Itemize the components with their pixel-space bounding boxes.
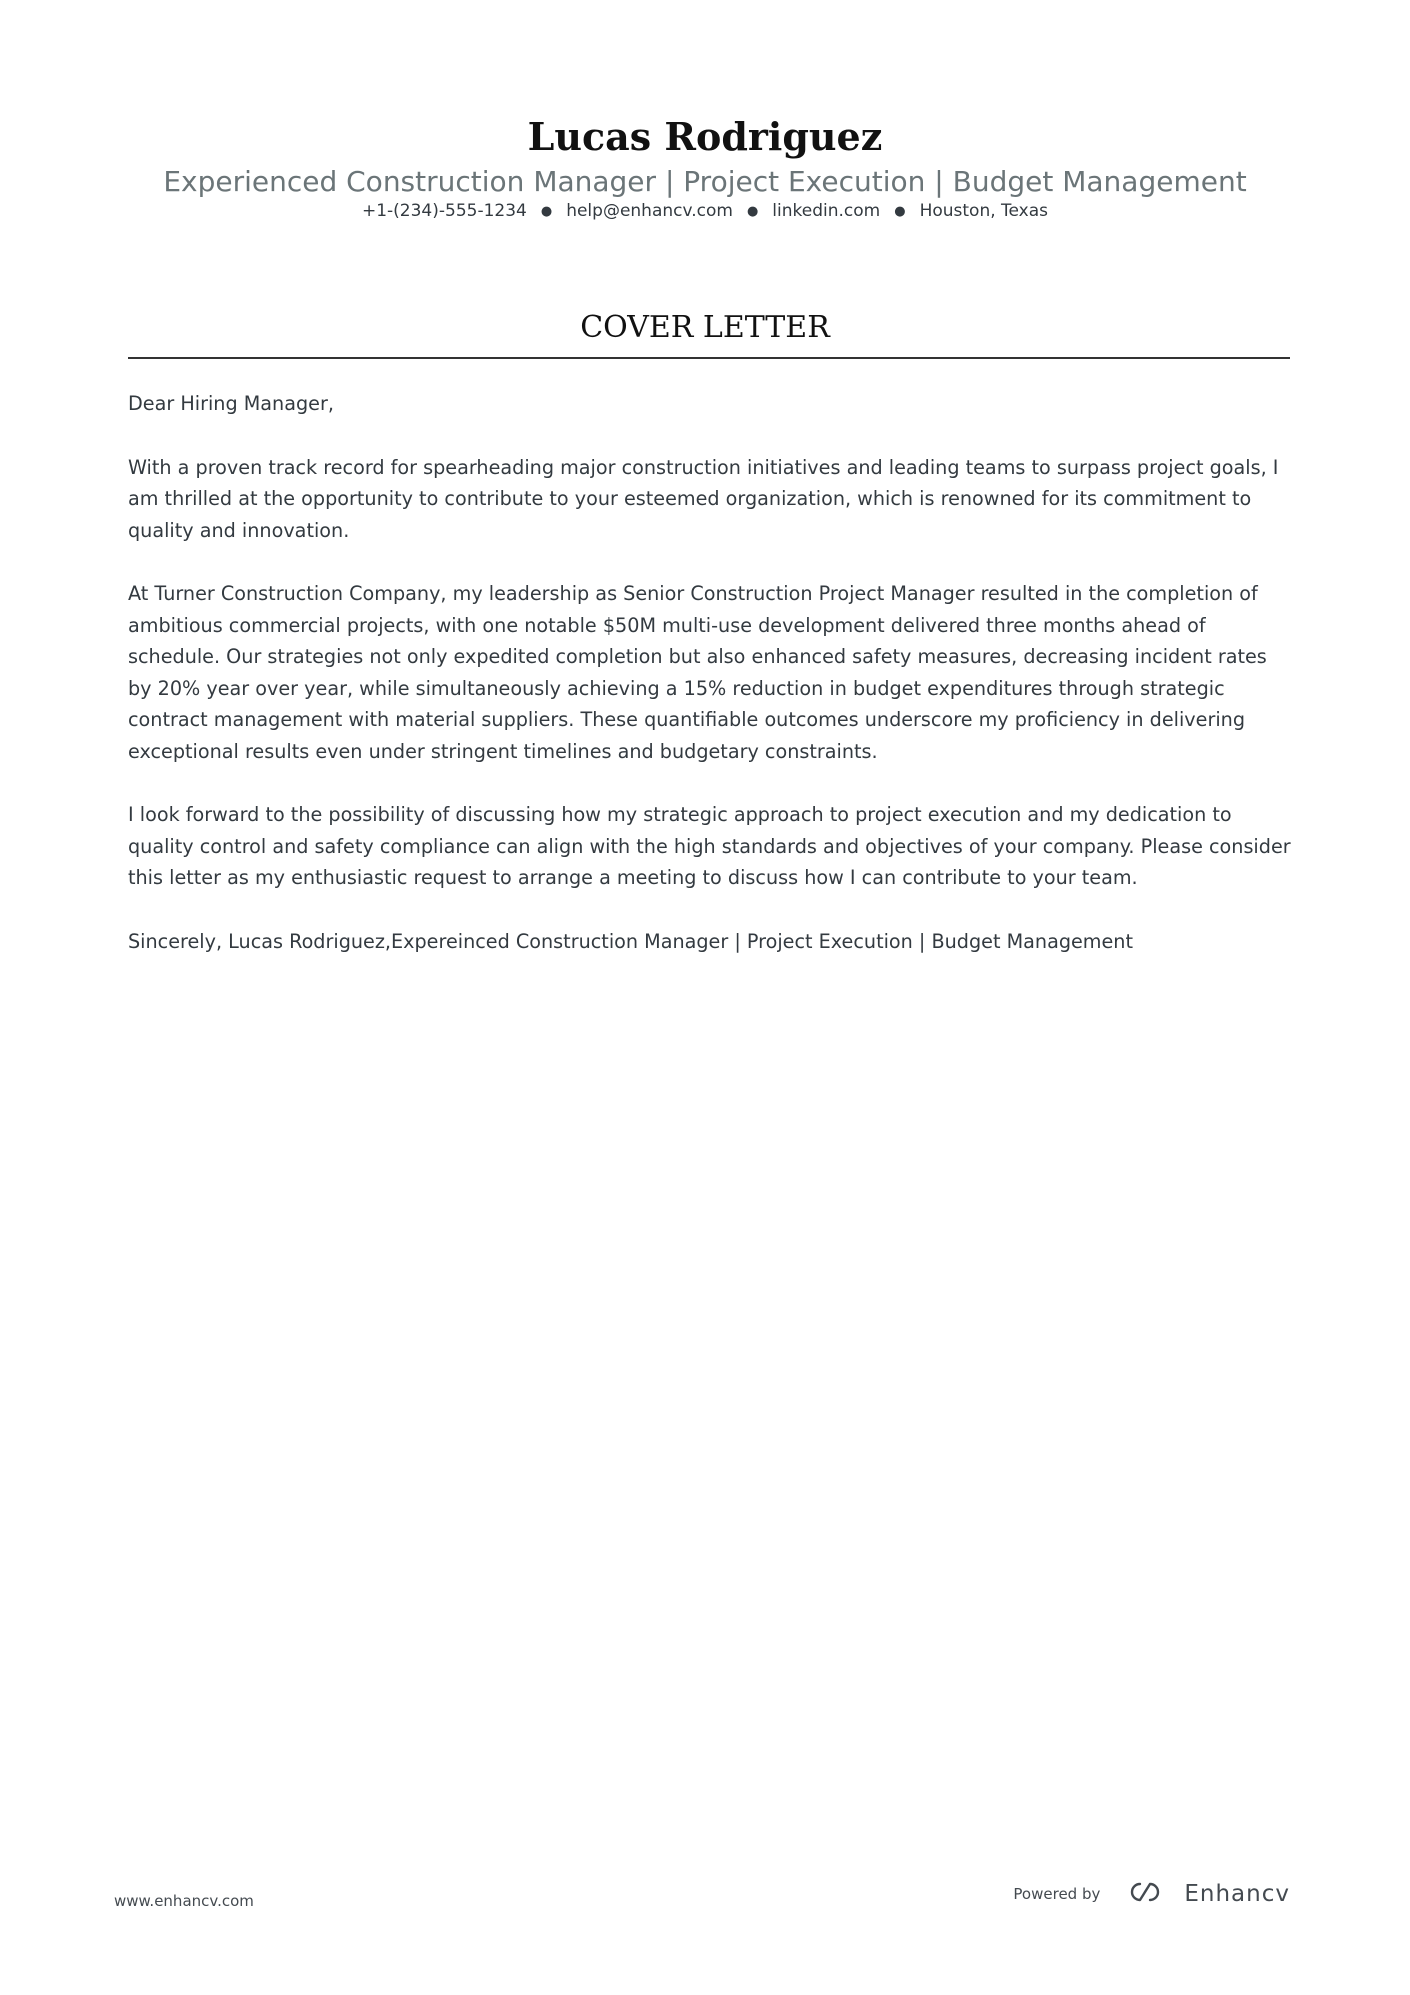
footer-website[interactable]: www.enhancv.com: [114, 1892, 254, 1910]
contact-info: [0, 198, 1410, 225]
letter-closing: Sincerely, Lucas Rodriguez,Expereinced Construction Manager | Project Execution | Budget Management: [128, 929, 1133, 953]
section-divider: [128, 357, 1290, 359]
contact-location: Houston, Texas: [919, 201, 1049, 221]
separator-dot: ●: [894, 204, 906, 219]
section-title: COVER LETTER: [580, 310, 830, 345]
letter-paragraph: With a proven track record for spearheading major construction initiatives and leading teams to surpass project goals, I am thrilled at the opportunity to contribute to your esteemed organization, which is renowned for its commitment to quality and innovation.: [128, 455, 1279, 542]
candidate-name: Lucas Rodriguez: [527, 114, 883, 159]
separator-dot: ●: [540, 204, 553, 219]
letter-salutation: Dear Hiring Manager,: [128, 392, 334, 415]
footer-branding: [1013, 1880, 1290, 1908]
candidate-headline: Experienced Construction Manager | Project Execution | Budget Management: [163, 165, 1247, 198]
powered-by-label: Powered by: [1013, 1885, 1101, 1903]
letter-paragraph: I look forward to the possibility of discussing how my strategic approach to project execution and my dedication to quality control and safety compliance can align with the high standards and objectives of your company. Please consider this letter as my enthusiastic request to arrange a meeting to discuss how I can contribute to your team.: [128, 803, 1291, 889]
letter-body: [128, 388, 1292, 989]
separator-dot: ●: [746, 204, 759, 219]
enhancv-logo-icon: [1126, 1880, 1172, 1908]
letter-paragraph: At Turner Construction Company, my leadership as Senior Construction Project Manager resulted in the completion of ambitious commercial projects, with one notable $50M multi-use development delivered three months ahead of schedule. Our strategies not only expedited completion but also enhanced safety measures, decreasing incident rates by 20% year over year, while simultaneously achieving a 15% reduction in budget expenditures through strategic contract management with material suppliers. These quantifiable outcomes underscore my proficiency in delivering exceptional results even under stringent timelines and budgetary constraints.: [128, 582, 1267, 763]
contact-email[interactable]: help@enhancv.com: [566, 201, 733, 221]
contact-phone[interactable]: +1-(234)-555-1234: [361, 201, 527, 221]
brand-name: Enhancv: [1184, 1881, 1290, 1907]
contact-linkedin[interactable]: linkedin.com: [772, 201, 881, 221]
